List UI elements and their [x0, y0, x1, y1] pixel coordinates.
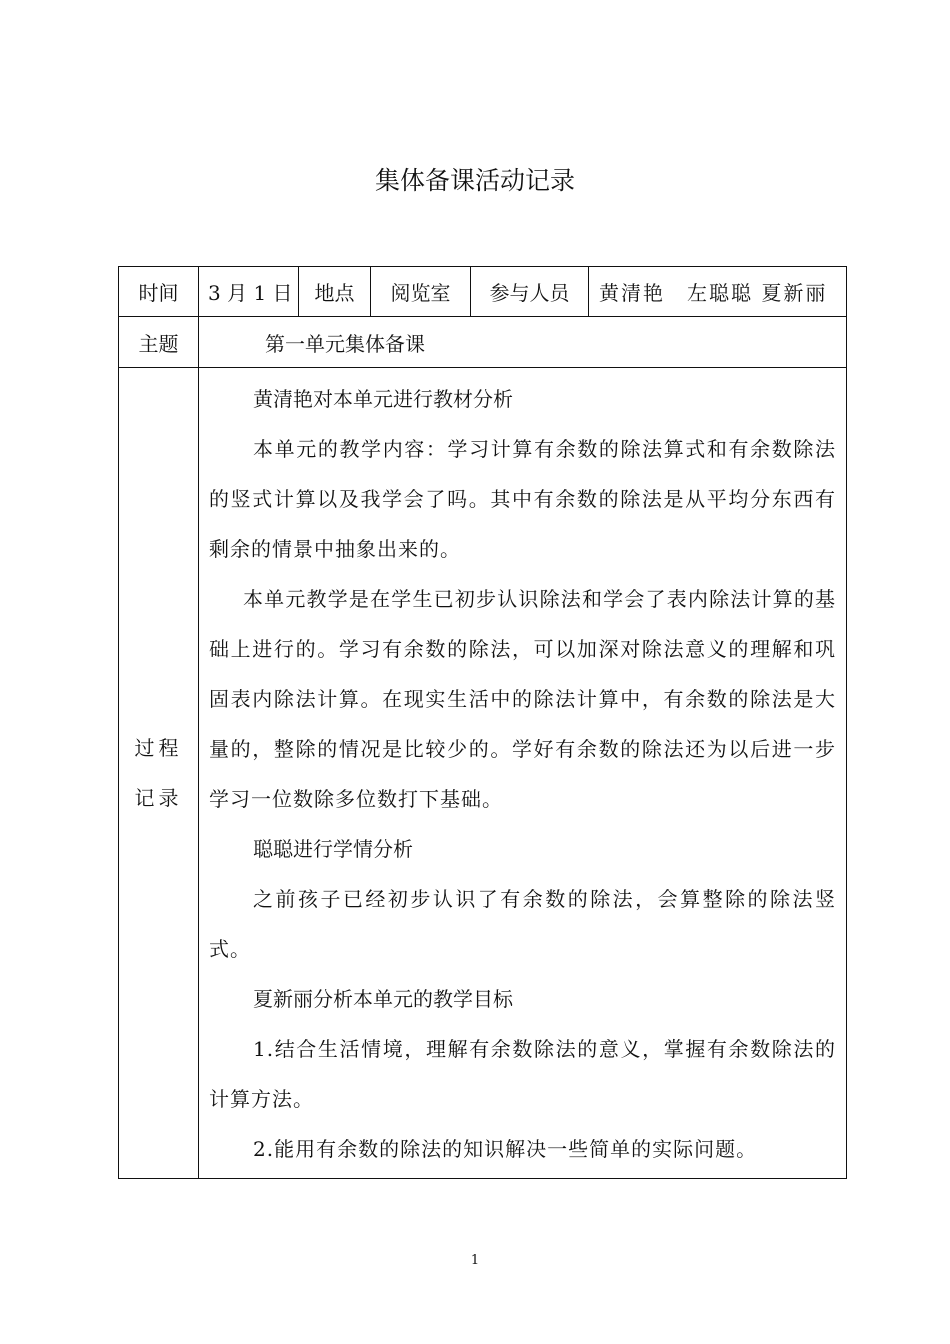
page-number: 1: [470, 1253, 480, 1268]
participants-label: 参与人员: [471, 267, 589, 317]
process-content: [199, 368, 847, 1179]
paragraph-learner-analysis: 之前孩子已经初步认识了有余数的除法，会算整除的除法竖式。: [209, 887, 836, 961]
paragraph-teaching-basis: 本单元教学是在学生已初步认识除法和学会了表内除法计算的基础上进行的。学习有余数的除法，可以加深对除法意义的理解和巩固表内除法计算。在现实生活中的除法计算中，有余数的除法是大量的，整除的情况是比较少的。学好有余数的除法还为以后进一步学习一位数除多位数打下基础。: [209, 587, 836, 811]
section-heading-material-analysis: 黄清艳对本单元进行教材分析: [253, 387, 513, 411]
place-label: 地点: [299, 267, 371, 317]
paragraph-teaching-content: 本单元的教学内容：学习计算有余数的除法算式和有余数除法的竖式计算以及我学会了吗。其中有余数的除法是从平均分东西有剩余的情景中抽象出来的。: [209, 437, 836, 561]
process-row: [119, 368, 847, 1179]
participants-value: 黄清艳 左聪聪 夏新丽: [589, 267, 847, 317]
section-heading-learner-analysis: 聪聪进行学情分析: [253, 837, 413, 861]
paragraph-goal-1: 1.结合生活情境，理解有余数除法的意义，掌握有余数除法的计算方法。: [209, 1037, 836, 1111]
section-heading-teaching-goals: 夏新丽分析本单元的教学目标: [253, 987, 513, 1011]
process-label-line-2: 记录: [134, 786, 183, 810]
meta-row: [119, 267, 847, 317]
topic-value: 第一单元集体备课: [199, 317, 847, 368]
paragraph-goal-2: 2.能用有余数的除法的知识解决一些简单的实际问题。: [253, 1137, 758, 1161]
place-value: 阅览室: [371, 267, 471, 317]
activity-record-table: [118, 266, 847, 1179]
process-label-line-1: 过程: [134, 736, 183, 760]
process-label: [119, 368, 199, 1179]
topic-row: [119, 317, 847, 368]
document-title: 集体备课活动记录: [374, 166, 575, 195]
time-label: 时间: [119, 267, 199, 317]
time-value: 3 月 1 日: [199, 267, 299, 317]
topic-label: 主题: [119, 317, 199, 368]
